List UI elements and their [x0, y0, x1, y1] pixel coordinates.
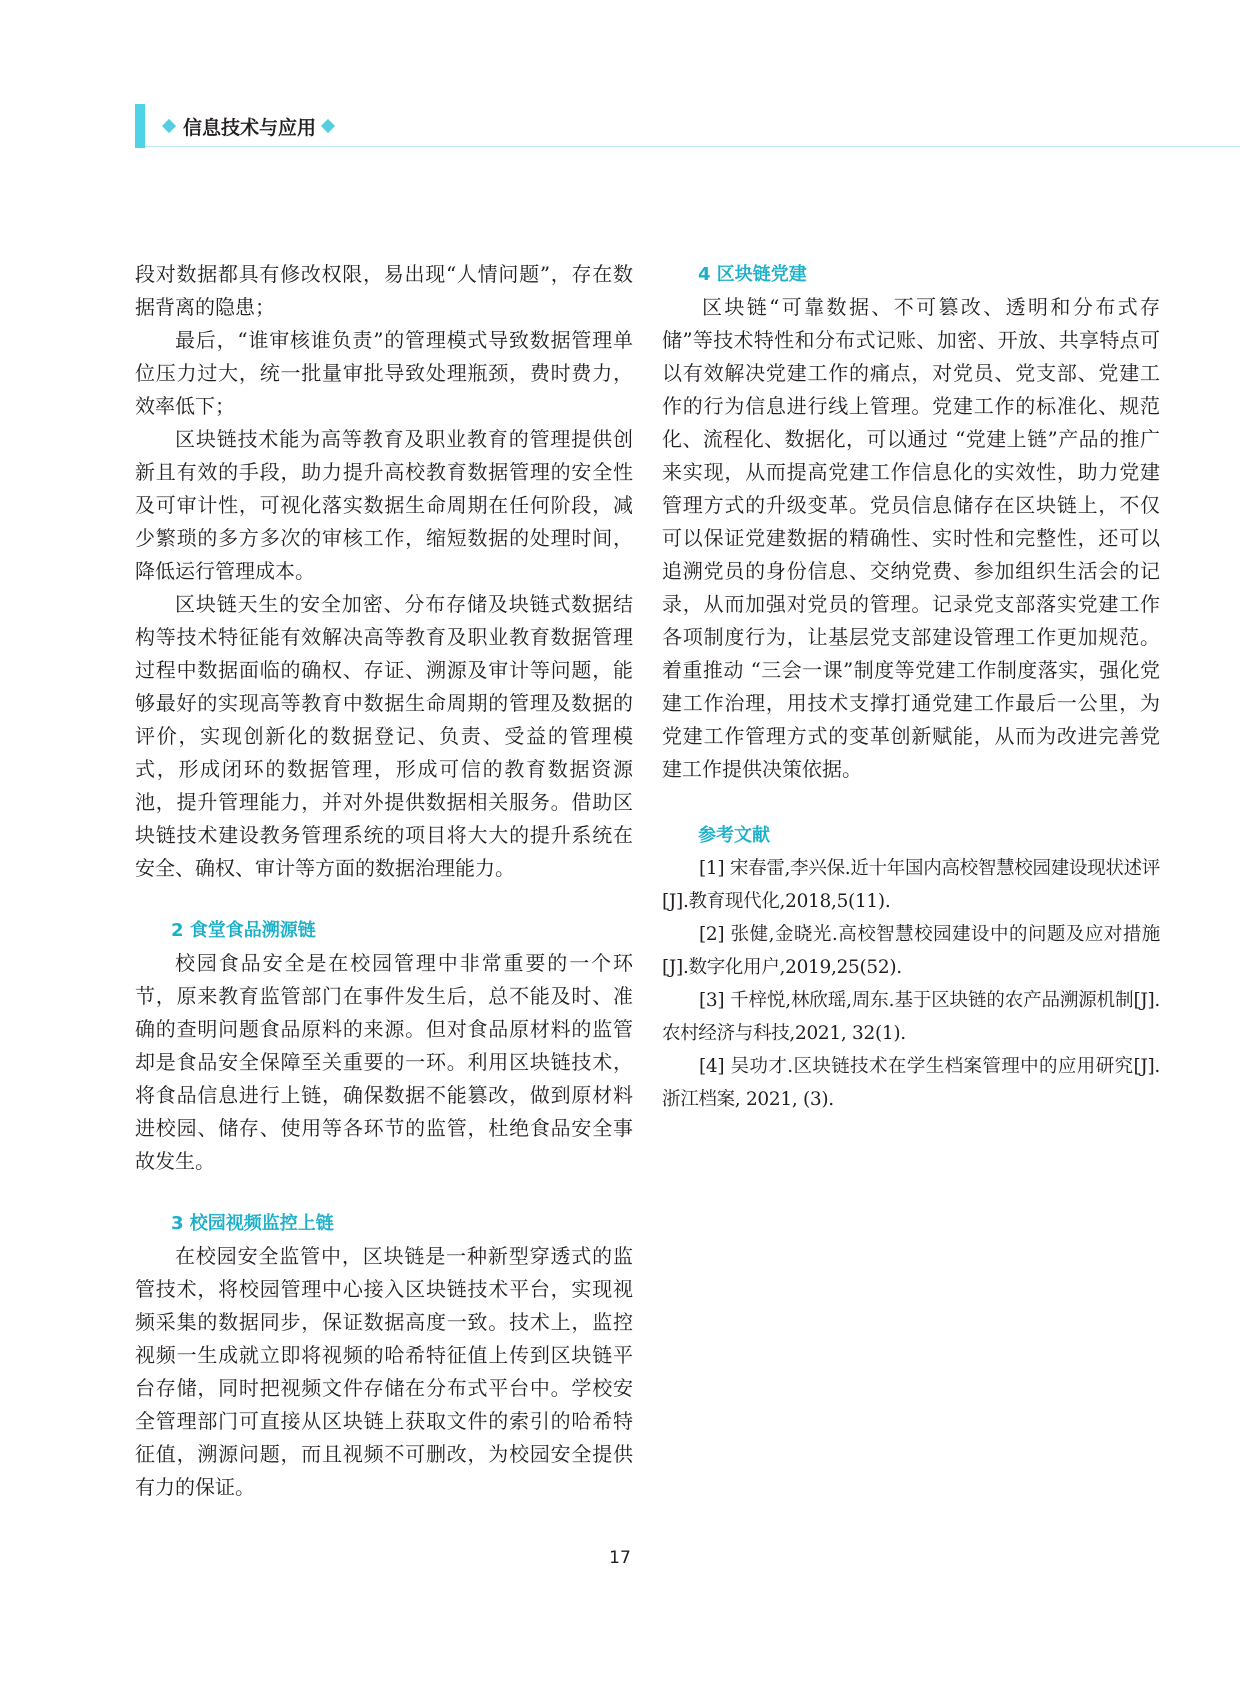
right-column — [662, 258, 1160, 1116]
reference-item: [4] 吴功才.区块链技术在学生档案管理中的应用研究[J].浙江档案, 2021, (3). — [662, 1056, 1160, 1110]
page-number: 17 — [609, 1548, 631, 1568]
running-header — [160, 110, 333, 142]
reference-item: [2] 张健,金晓光.高校智慧校园建设中的问题及应对措施[J].数字化用户,2019,25(52). — [662, 924, 1160, 978]
header-rule — [145, 146, 1240, 147]
paragraph: 段对数据都具有修改权限，易出现“人情问题”，存在数据背离的隐患； — [135, 262, 633, 319]
left-column — [135, 258, 633, 1504]
diamond-icon — [162, 119, 176, 133]
paragraph: 区块链“可靠数据、不可篡改、透明和分布式存储”等技术特性和分布式记账、加密、开放、共享特点可以有效解决党建工作的痛点，对党员、党支部、党建工作的行为信息进行线上管理。党建工作的标准化、规范化、流程化、数据化，可以通过 “党建上链”产品的推广来实现，从而提高党建工作信息化的实效性，助力党建管理方式的升级变革。党员信息储存在区块链上，不仅可以保证党建数据的精确性、实时性和完整性，还可以追溯党员的身份信息、交纳党费、参加组织生活会的记录，从而加强对党员的管理。记录党支部落实党建工作各项制度行为，让基层党支部建设管理工作更加规范。着重推动 “三会一课”制度等党建工作制度落实，强化党建工作治理，用技术支撑打通党建工作最后一公里，为党建工作管理方式的变革创新赋能，从而为改进完善党建工作提供决策依据。 — [662, 295, 1160, 781]
reference-item: [1] 宋春雷,李兴保.近十年国内高校智慧校园建设现状述评[J].教育现代化,2018,5(11). — [662, 858, 1160, 912]
section-title: 4 区块链党建 — [698, 264, 807, 285]
header-title: 信息技术与应用 — [183, 116, 317, 139]
header-accent-bar — [135, 104, 145, 148]
paragraph: 区块链技术能为高等教育及职业教育的管理提供创新且有效的手段，助力提升高校教育数据管理的安全性及可审计性，可视化落实数据生命周期在任何阶段，减少繁琐的多方多次的审核工作，缩短数据的处理时间，降低运行管理成本。 — [135, 427, 633, 583]
section-title: 3 校园视频监控上链 — [171, 1213, 334, 1234]
paragraph: 最后，“谁审核谁负责”的管理模式导致数据管理单位压力过大，统一批量审批导致处理瓶颈，费时费力，效率低下； — [135, 328, 633, 418]
paragraph: 校园食品安全是在校园管理中非常重要的一个环节，原来教育监管部门在事件发生后，总不能及时、准确的查明问题食品原料的来源。但对食品原材料的监管却是食品安全保障至关重要的一环。利用区块链技术，将食品信息进行上链，确保数据不能篡改，做到原材料进校园、储存、使用等各环节的监管，杜绝食品安全事故发生。 — [135, 951, 633, 1173]
diamond-icon — [321, 119, 335, 133]
references-title: 参考文献 — [698, 825, 770, 846]
paragraph: 区块链天生的安全加密、分布存储及块链式数据结构等技术特征能有效解决高等教育及职业教育数据管理过程中数据面临的确权、存证、溯源及审计等问题，能够最好的实现高等教育中数据生命周期的管理及数据的评价，实现创新化的数据登记、负责、受益的管理模式，形成闭环的数据管理，形成可信的教育数据资源池，提升管理能力，并对外提供数据相关服务。借助区块链技术建设教务管理系统的项目将大大的提升系统在安全、确权、审计等方面的数据治理能力。 — [135, 592, 633, 880]
paragraph: 在校园安全监管中，区块链是一种新型穿透式的监管技术，将校园管理中心接入区块链技术平台，实现视频采集的数据同步，保证数据高度一致。技术上，监控视频一生成就立即将视频的哈希特征值上传到区块链平台存储，同时把视频文件存储在分布式平台中。学校安全管理部门可直接从区块链上获取文件的索引的哈希特征值，溯源问题，而且视频不可删改，为校园安全提供有力的保证。 — [135, 1244, 633, 1499]
reference-item: [3] 千梓悦,林欣瑶,周东.基于区块链的农产品溯源机制[J].农村经济与科技,2021, 32(1). — [662, 990, 1160, 1044]
section-title: 2 食堂食品溯源链 — [171, 920, 316, 941]
